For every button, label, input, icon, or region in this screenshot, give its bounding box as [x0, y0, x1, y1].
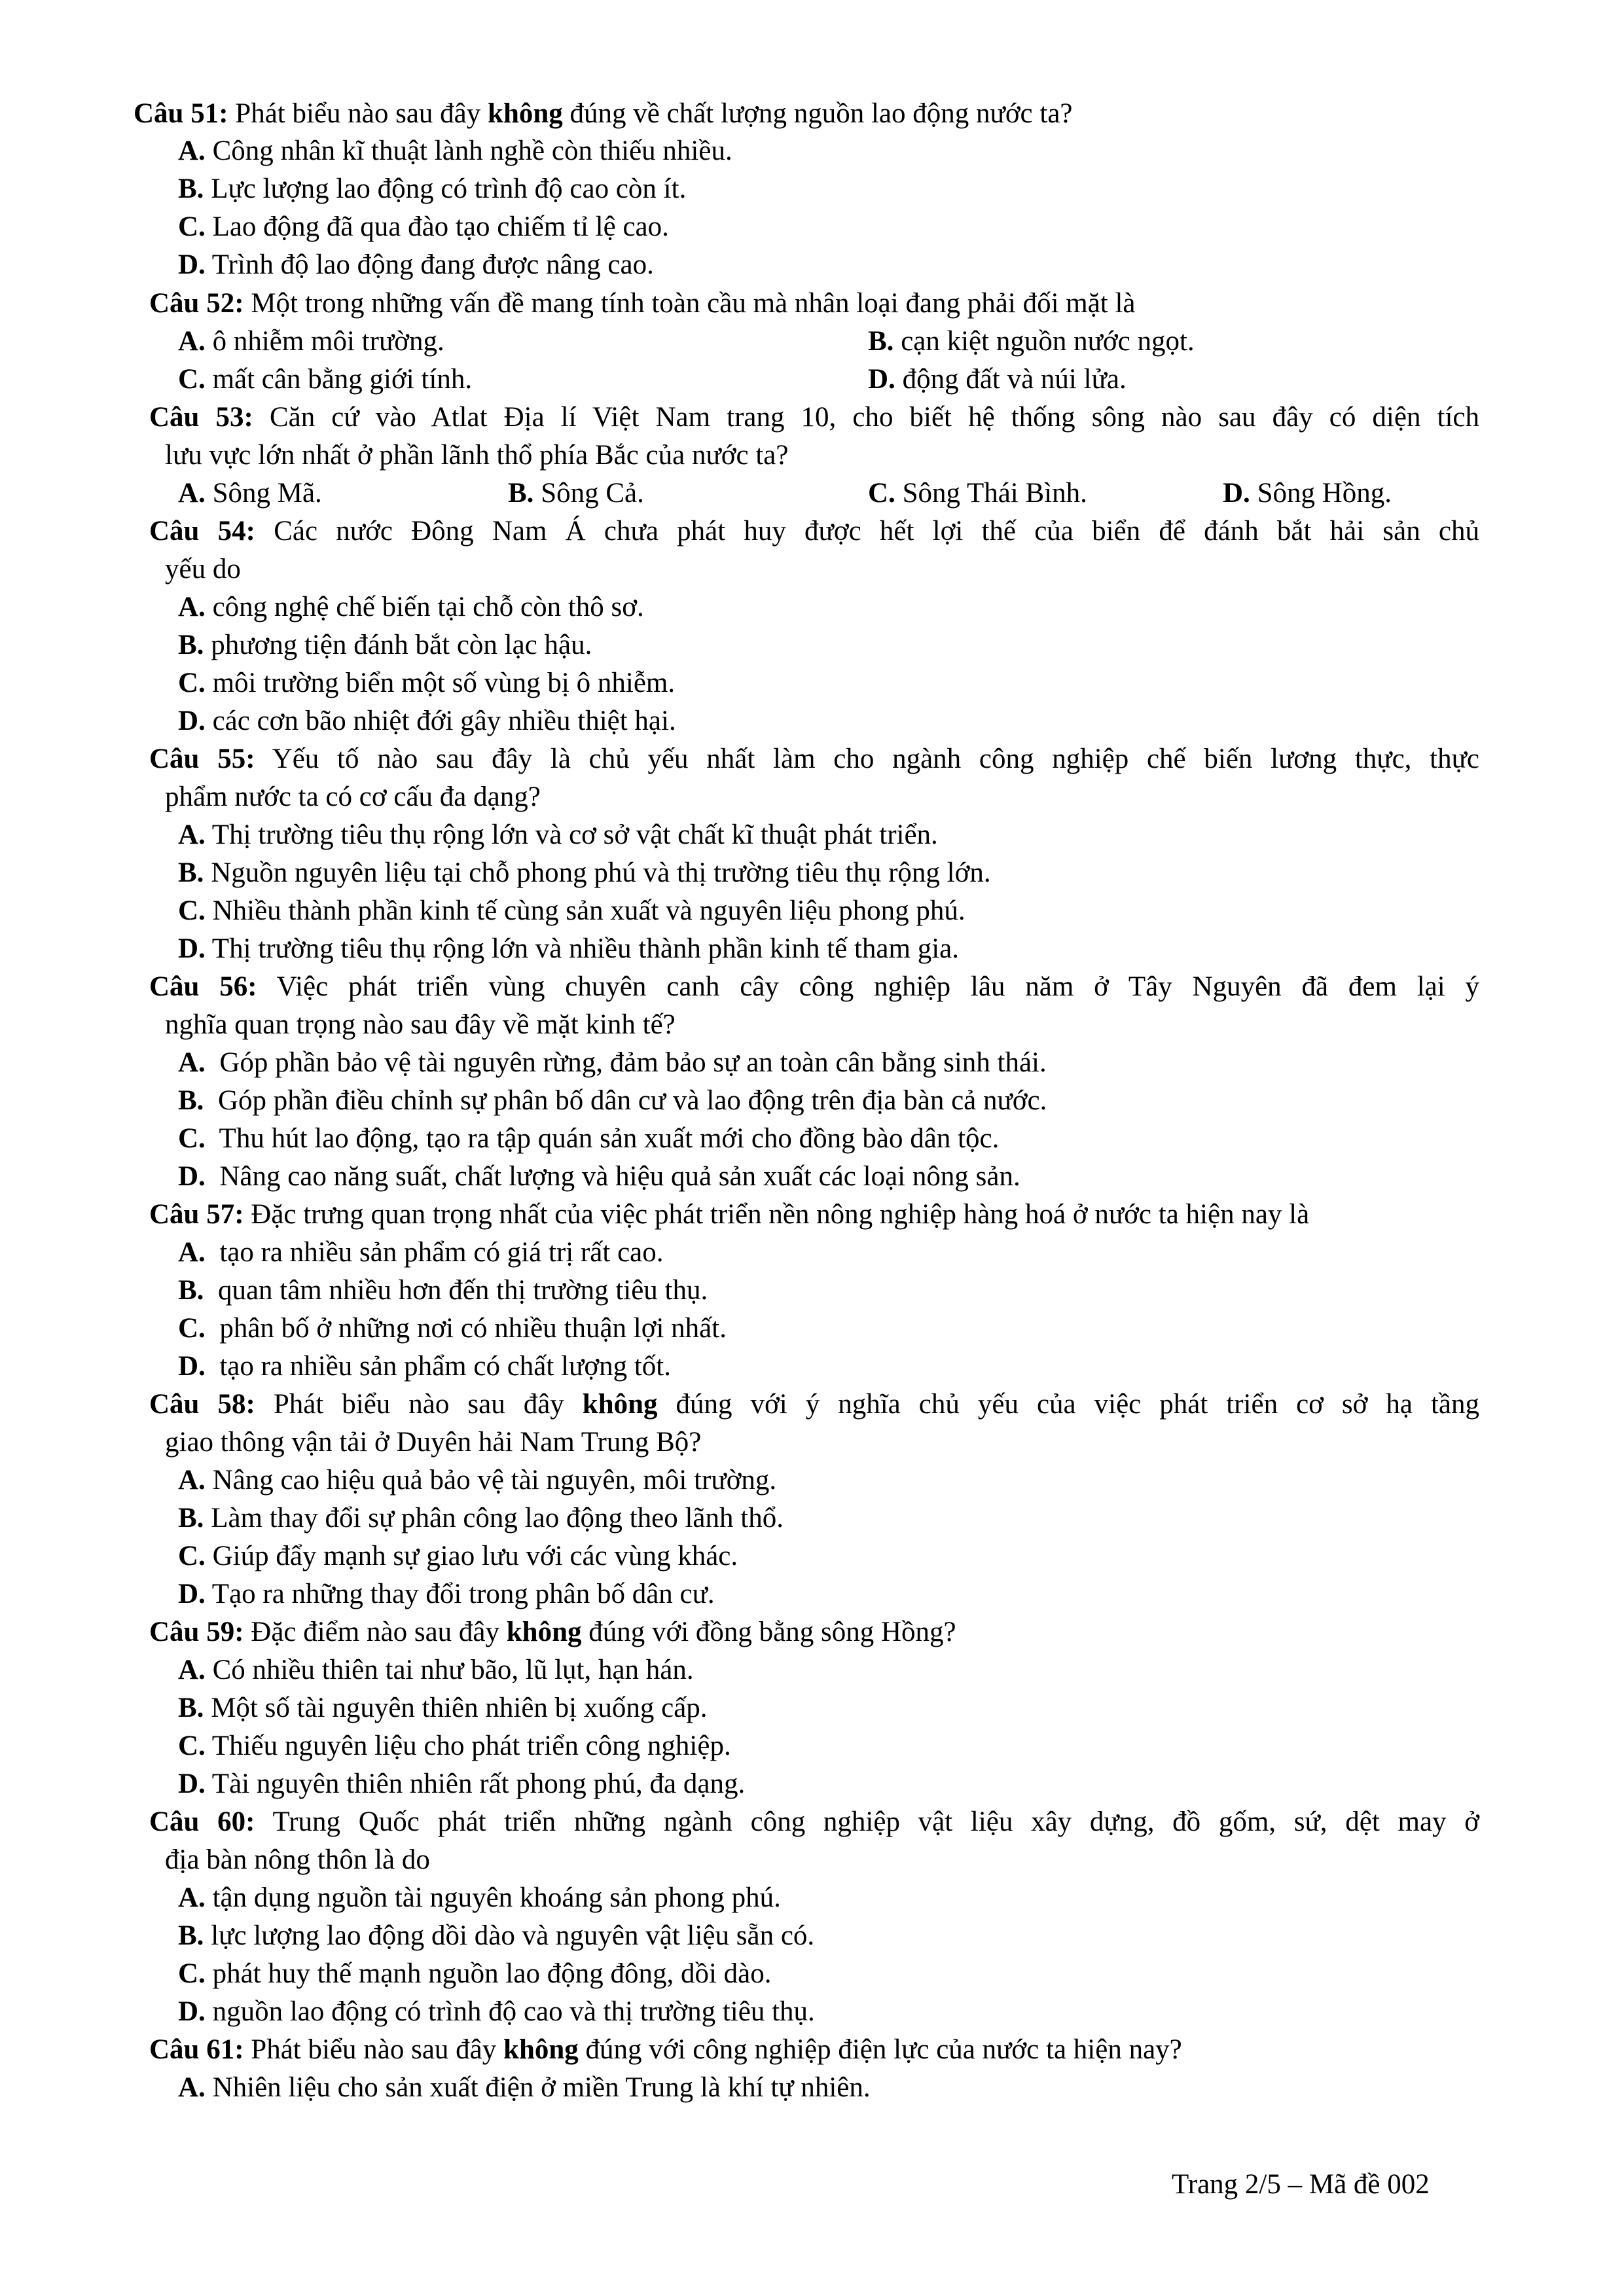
question-stem-continuation: lưu vực lớn nhất ở phần lãnh thổ phía Bắc của nước ta? — [165, 440, 789, 471]
option-d: D. các cơn bão nhiệt đới gây nhiều thiệt hại. — [178, 706, 676, 736]
question-54 — [149, 513, 1479, 550]
option-c: C. Lao động đã qua đào tạo chiếm tỉ lệ cao. — [178, 211, 669, 242]
question-55 — [149, 741, 1479, 778]
option-b: B. Góp phần điều chỉnh sự phân bố dân cư và lao động trên địa bàn cả nước. — [178, 1085, 1047, 1116]
option-a: A. Có nhiều thiên tai như bão, lũ lụt, hạn hán. — [178, 1655, 694, 1685]
option-a: A. Thị trường tiêu thụ rộng lớn và cơ sở vật chất kĩ thuật phát triển. — [178, 819, 938, 850]
option-a: A. Góp phần bảo vệ tài nguyên rừng, đảm bảo sự an toàn cân bằng sinh thái. — [178, 1047, 1047, 1078]
question-stem: Một trong những vấn đề mang tính toàn cầu mà nhân loại đang phải đối mặt là — [251, 288, 1136, 319]
question-53 — [149, 399, 1479, 436]
option-b: B. lực lượng lao động dồi dào và nguyên vật liệu sẵn có. — [178, 1920, 815, 1951]
question-label: Câu 53: — [149, 402, 253, 433]
option-d: D. Trình độ lao động đang được nâng cao. — [178, 249, 654, 280]
question-stem-continuation: địa bàn nông thôn là do — [165, 1844, 430, 1875]
option-a: A. Nhiên liệu cho sản xuất điện ở miền Trung là khí tự nhiên. — [178, 2072, 871, 2103]
option-b: B. Làm thay đổi sự phân công lao động theo lãnh thổ. — [178, 1503, 784, 1534]
option-b: B. cạn kiệt nguồn nước ngọt. — [868, 326, 1195, 357]
option-c: C. môi trường biển một số vùng bị ô nhiễm. — [178, 668, 676, 698]
option-b: B. Nguồn nguyên liệu tại chỗ phong phú và thị trường tiêu thụ rộng lớn. — [178, 857, 991, 888]
question-stem: Căn cứ vào Atlat Địa lí Việt Nam trang 10, cho biết hệ thống sông nào sau đây có diện tích — [269, 402, 1480, 433]
question-stem: Việc phát triển vùng chuyên canh cây công nghiệp lâu năm ở Tây Nguyên đã đem lại ý — [276, 971, 1479, 1002]
question-stem: Yếu tố nào sau đây là chủ yếu nhất làm cho ngành công nghiệp chế biến lương thực, thực — [272, 744, 1480, 774]
question-59 — [149, 1614, 956, 1651]
option-a: A. Công nhân kĩ thuật lành nghề còn thiếu nhiều. — [178, 135, 732, 166]
question-52 — [149, 285, 1136, 322]
question-stem-continuation: nghĩa quan trọng nào sau đây về mặt kinh tế? — [165, 1009, 676, 1040]
question-stem: Đặc trưng quan trọng nhất của việc phát triển nền nông nghiệp hàng hoá ở nước ta hiện nay là — [251, 1199, 1310, 1230]
question-stem: Phát biểu nào sau đây không đúng với ý nghĩa chủ yếu của việc phát triển cơ sở hạ tầng — [273, 1389, 1479, 1420]
question-label: Câu 54: — [149, 516, 255, 547]
question-stem: Các nước Đông Nam Á chưa phát huy được hết lợi thế của biển để đánh bắt hải sản chủ — [274, 516, 1480, 547]
question-stem: Phát biểu nào sau đây không đúng về chất lượng nguồn lao động nước ta? — [235, 98, 1073, 129]
option-d: D. tạo ra nhiều sản phẩm có chất lượng tốt. — [178, 1351, 671, 1382]
option-c: C. Nhiều thành phần kinh tế cùng sản xuất và nguyên liệu phong phú. — [178, 895, 965, 926]
option-a: A. tạo ra nhiều sản phẩm có giá trị rất cao. — [178, 1237, 664, 1268]
option-c: C. Thiếu nguyên liệu cho phát triển công nghiệp. — [178, 1731, 731, 1761]
option-b: B. Lực lượng lao động có trình độ cao còn ít. — [178, 173, 687, 204]
question-56 — [149, 969, 1479, 1005]
option-b: B. Một số tài nguyên thiên nhiên bị xuống cấp. — [178, 1693, 708, 1723]
option-b: B. Sông Cả. — [508, 478, 644, 509]
question-stem: Phát biểu nào sau đây không đúng với công nghiệp điện lực của nước ta hiện nay? — [251, 2034, 1182, 2065]
option-a: A. Nâng cao hiệu quả bảo vệ tài nguyên, môi trường. — [178, 1465, 777, 1496]
question-51 — [134, 96, 1073, 132]
option-d: D. Thị trường tiêu thụ rộng lớn và nhiều thành phần kinh tế tham gia. — [178, 933, 959, 964]
question-label: Câu 57: — [149, 1199, 244, 1230]
option-b: B. quan tâm nhiều hơn đến thị trường tiêu thụ. — [178, 1275, 708, 1306]
option-d: D. Sông Hồng. — [1223, 478, 1392, 509]
question-label: Câu 55: — [149, 744, 255, 774]
option-d: D. Tạo ra những thay đổi trong phân bố dân cư. — [178, 1579, 715, 1609]
question-label: Câu 58: — [149, 1389, 255, 1420]
question-stem: Đặc điểm nào sau đây không đúng với đồng bằng sông Hồng? — [251, 1617, 956, 1647]
question-label: Câu 56: — [149, 971, 257, 1002]
option-c: C. Giúp đẩy mạnh sự giao lưu với các vùng khác. — [178, 1541, 738, 1571]
question-label: Câu 61: — [149, 2034, 244, 2065]
question-stem-continuation: yếu do — [165, 554, 241, 584]
option-c: C. phân bố ở những nơi có nhiều thuận lợi nhất. — [178, 1313, 727, 1344]
option-a: A. Sông Mã. — [178, 478, 322, 509]
page-footer: Trang 2/5 – Mã đề 002 — [1172, 2169, 1430, 2200]
option-c: C. mất cân bằng giới tính. — [178, 364, 473, 395]
option-c: C. Sông Thái Bình. — [868, 478, 1087, 509]
option-d: D. động đất và núi lửa. — [868, 364, 1127, 395]
question-label: Câu 59: — [149, 1617, 244, 1647]
question-label: Câu 52: — [149, 288, 244, 319]
option-a: A. ô nhiễm môi trường. — [178, 326, 444, 357]
question-label: Câu 60: — [149, 1806, 255, 1837]
question-label: Câu 51: — [134, 98, 228, 129]
option-d: D. Tài nguyên thiên nhiên rất phong phú, đa dạng. — [178, 1768, 746, 1799]
option-b: B. phương tiện đánh bắt còn lạc hậu. — [178, 630, 592, 660]
option-a: A. công nghệ chế biến tại chỗ còn thô sơ. — [178, 592, 644, 622]
question-61 — [149, 2032, 1182, 2068]
option-c: C. phát huy thế mạnh nguồn lao động đông, dồi dào. — [178, 1958, 772, 1989]
question-stem-continuation: giao thông vận tải ở Duyên hải Nam Trung Bộ? — [165, 1427, 702, 1458]
question-stem: Trung Quốc phát triển những ngành công nghiệp vật liệu xây dựng, đồ gốm, sứ, dệt may ở — [272, 1806, 1479, 1837]
option-d: D. nguồn lao động có trình độ cao và thị trường tiêu thụ. — [178, 1996, 815, 2027]
option-c: C. Thu hút lao động, tạo ra tập quán sản xuất mới cho đồng bào dân tộc. — [178, 1123, 1000, 1154]
option-a: A. tận dụng nguồn tài nguyên khoáng sản phong phú. — [178, 1882, 781, 1913]
option-d: D. Nâng cao năng suất, chất lượng và hiệu quả sản xuất các loại nông sản. — [178, 1161, 1020, 1192]
question-58 — [149, 1386, 1479, 1423]
question-stem-continuation: phẩm nước ta có cơ cấu đa dạng? — [165, 781, 541, 812]
question-60 — [149, 1804, 1479, 1840]
question-57 — [149, 1196, 1309, 1233]
